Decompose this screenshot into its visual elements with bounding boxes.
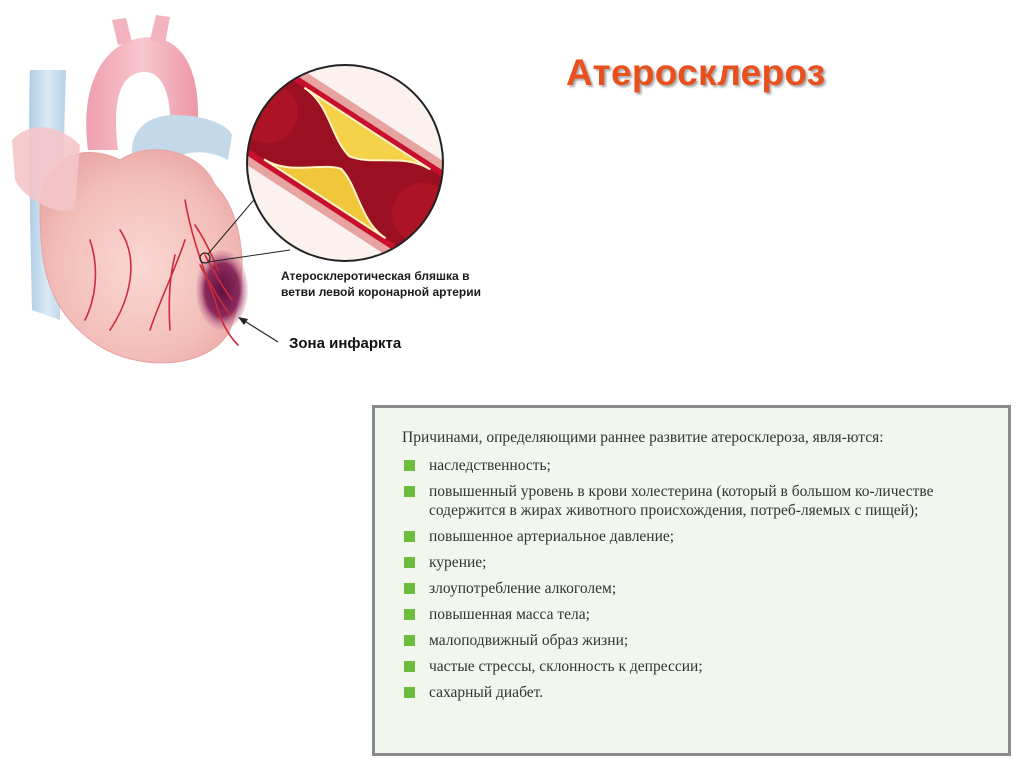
list-item bbox=[402, 683, 982, 702]
bullet-square-icon bbox=[404, 661, 415, 672]
bullet-square-icon bbox=[404, 557, 415, 568]
bullet-square-icon bbox=[404, 460, 415, 471]
list-item bbox=[402, 657, 982, 676]
list-item bbox=[402, 553, 982, 572]
list-item-text: повышенный уровень в крови холестерина (который в большом ко-личестве содержится в жирах животного происхождения, потреб-ляемых с пищей); bbox=[429, 483, 934, 519]
list-item-text: курение; bbox=[429, 554, 487, 571]
infarct-arrow bbox=[243, 320, 278, 342]
causes-list bbox=[402, 456, 982, 702]
bullet-square-icon bbox=[404, 687, 415, 698]
bullet-square-icon bbox=[404, 486, 415, 497]
list-item bbox=[402, 631, 982, 650]
list-item-text: наследственность; bbox=[429, 457, 551, 474]
list-item-text: злоупотребление алкоголем; bbox=[429, 580, 617, 597]
plaque-caption bbox=[281, 268, 521, 300]
bullet-square-icon bbox=[404, 609, 415, 620]
list-item bbox=[402, 482, 982, 520]
bullet-square-icon bbox=[404, 531, 415, 542]
list-item-text: малоподвижный образ жизни; bbox=[429, 632, 629, 649]
list-item-text: повышенное артериальное давление; bbox=[429, 528, 675, 545]
list-item bbox=[402, 605, 982, 624]
list-item-text: повышенная масса тела; bbox=[429, 606, 590, 623]
list-item bbox=[402, 456, 982, 475]
list-item-text: частые стрессы, склонность к депрессии; bbox=[429, 658, 703, 675]
slide-title: Атеросклероз bbox=[566, 52, 826, 93]
bullet-square-icon bbox=[404, 583, 415, 594]
heart-illustration bbox=[0, 0, 500, 380]
infarct-zone-label: Зона инфаркта bbox=[289, 335, 402, 352]
list-item-text: сахарный диабет. bbox=[429, 684, 544, 701]
plaque-caption-line2: ветви левой коронарной артерии bbox=[281, 285, 481, 299]
list-item bbox=[402, 527, 982, 546]
causes-box bbox=[372, 405, 1011, 756]
bullet-square-icon bbox=[404, 635, 415, 646]
list-item bbox=[402, 579, 982, 598]
causes-intro: Причинами, определяющими раннее развитие атеросклероза, явля-ются: bbox=[402, 429, 884, 446]
plaque-caption-line1: Атеросклеротическая бляшка в bbox=[281, 269, 470, 283]
